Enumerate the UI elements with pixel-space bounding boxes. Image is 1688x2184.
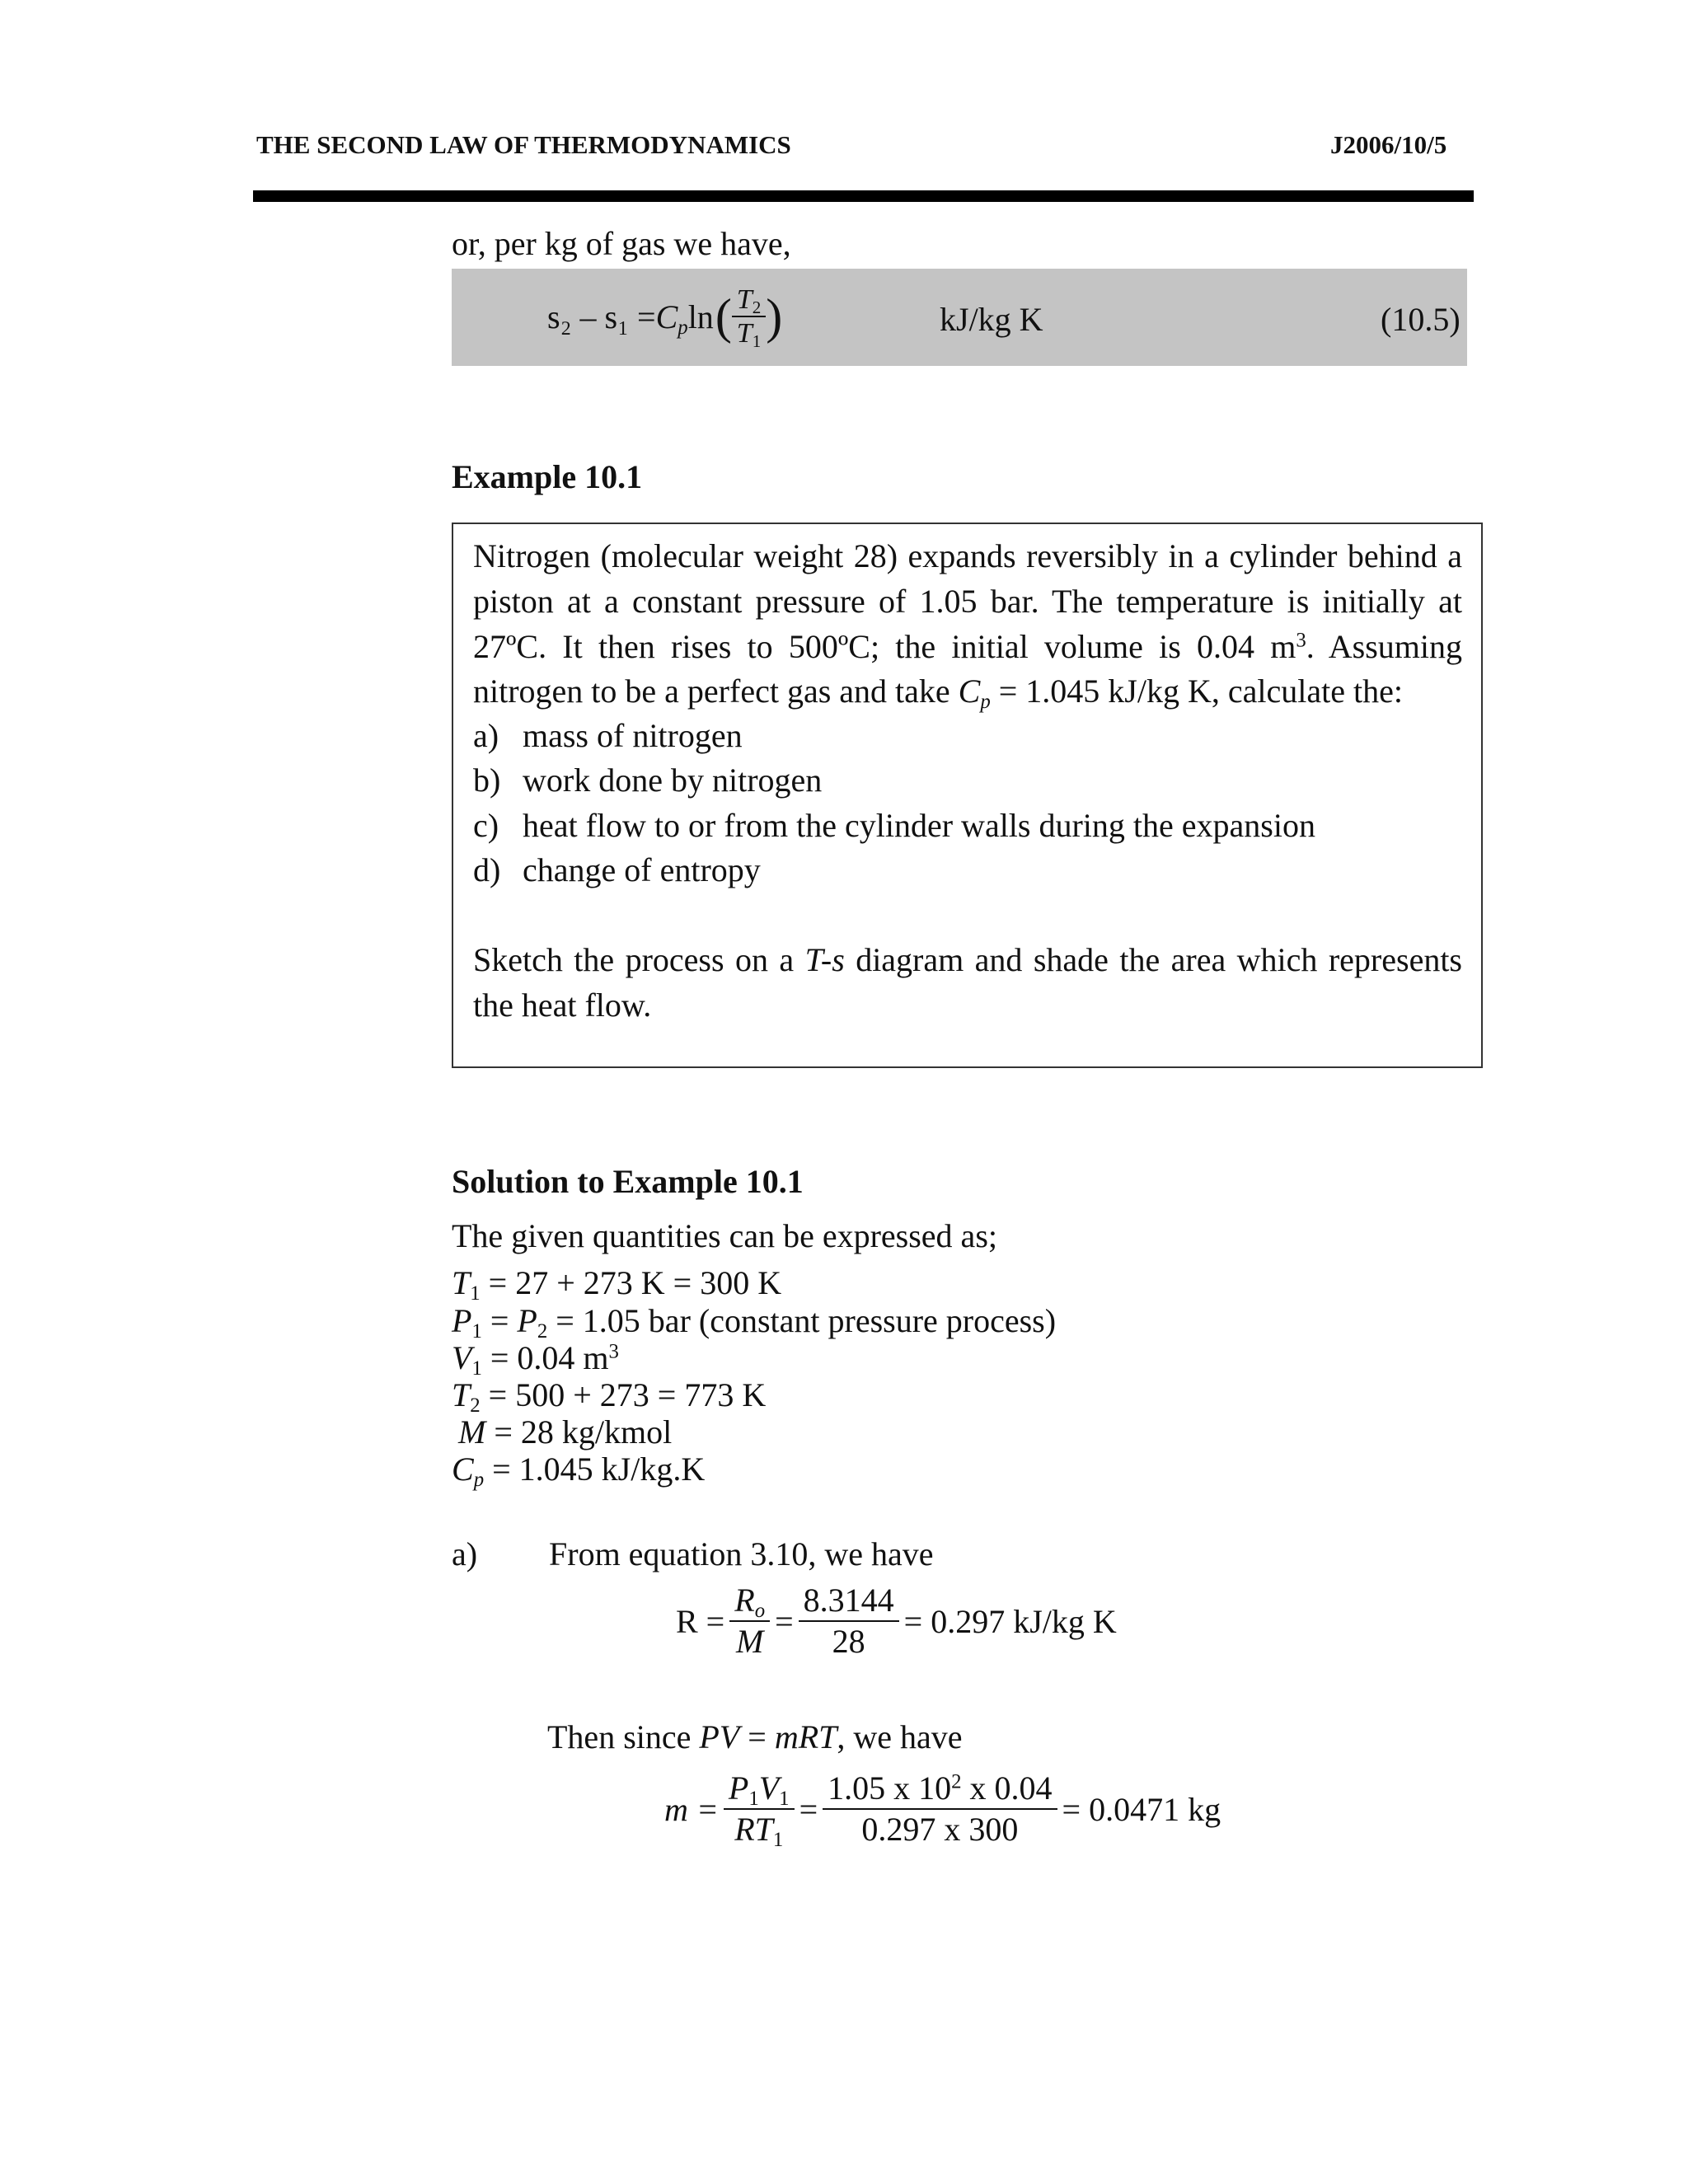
temperature-ratio: $\frac{T_2}{T_1}$ <box>732 284 766 349</box>
given-t2: $T_2 = 500 + 273 = 773$ K <box>452 1376 767 1417</box>
formula-ln: ln <box>687 298 714 335</box>
left-paren: ( <box>715 289 732 344</box>
given-v1: $V_1 = 0.04$ $m^3$ <box>452 1339 619 1380</box>
intro-text: or, per kg of gas we have, <box>452 225 791 262</box>
header-code: J2006/10/5 <box>1330 130 1447 159</box>
right-paren: ) <box>766 289 783 344</box>
sketch-line-1: Sketch the process on a T-s diagram and shade the area which represents <box>473 941 1462 978</box>
formula-10-5: s₂ – s₁ = $C_p$ ln ( $\frac{T_2}{T_1}$ ) <box>547 284 783 351</box>
sketch-line-2: the heat flow. <box>473 987 652 1024</box>
mass-equation: m = $\frac{P_1V_1}{RT_1}$ = $\frac{1.05 x 10^2 x 0.04}{0.297 x 300}$ = 0.0471 kg <box>664 1769 1221 1851</box>
formula-lhs: s₂ – s₁ = <box>547 298 656 335</box>
solution-intro: The given quantities can be expressed as; <box>452 1217 997 1254</box>
equation-number: (10.5) <box>1381 301 1461 338</box>
ideal-gas-intro: Then since PV = mRT, we have <box>547 1718 963 1755</box>
given-t1: $T_1 = 27 + 273$ K = 300 K <box>452 1264 782 1305</box>
example-line-1: Nitrogen (molecular weight 28) expands reversibly in a cylinder behind a <box>473 537 1462 574</box>
part-a-text: From equation 3.10, we have <box>549 1535 934 1572</box>
header-rule <box>253 190 1474 202</box>
solution-heading: Solution to Example 10.1 <box>452 1163 804 1200</box>
header-title: THE SECOND LAW OF THERMODYNAMICS <box>256 130 791 159</box>
list-item: c) heat flow to or from the cylinder walls during the expansion <box>473 807 1315 844</box>
given-molar-mass: M = 28 kg/kmol <box>458 1413 673 1451</box>
example-heading: Example 10.1 <box>452 458 643 495</box>
gas-constant-equation: R = $\frac{R_o}{M}$ = $\frac{8.3144}{28}$ = 0.297 kJ/kg K <box>676 1582 1117 1660</box>
given-pressure: $P_1 = P_2 = 1.05$ bar (constant pressure process) <box>452 1302 1057 1343</box>
mass-numeric-fraction: $\frac{1.05 x 10^2 x 0.04}{0.297 x 300}$ <box>823 1769 1057 1849</box>
numeric-fraction: $\frac{8.3144}{28}$ <box>799 1581 899 1661</box>
ro-over-m: $\frac{R_o}{M}$ <box>729 1581 770 1661</box>
example-line-3: 27ºC. It then rises to 500ºC; the initial volume is 0.04 $m^3$. Assuming <box>473 628 1462 665</box>
formula-unit: kJ/kg K <box>940 301 1043 338</box>
list-item: b) work done by nitrogen <box>473 762 823 799</box>
example-line-4: nitrogen to be a perfect gas and take $C_p = 1.045$ kJ/kg K, calculate the: <box>473 673 1403 713</box>
list-item: d) change of entropy <box>473 851 761 888</box>
pv-over-rt: $\frac{P_1V_1}{RT_1}$ <box>724 1769 795 1849</box>
list-item: a) mass of nitrogen <box>473 717 743 754</box>
given-cp: $C_p = 1.045$ kJ/kg.K <box>452 1451 706 1491</box>
part-a-label: a) <box>452 1535 478 1572</box>
example-line-2: piston at a constant pressure of 1.05 bar. The temperature is initially at <box>473 583 1462 620</box>
